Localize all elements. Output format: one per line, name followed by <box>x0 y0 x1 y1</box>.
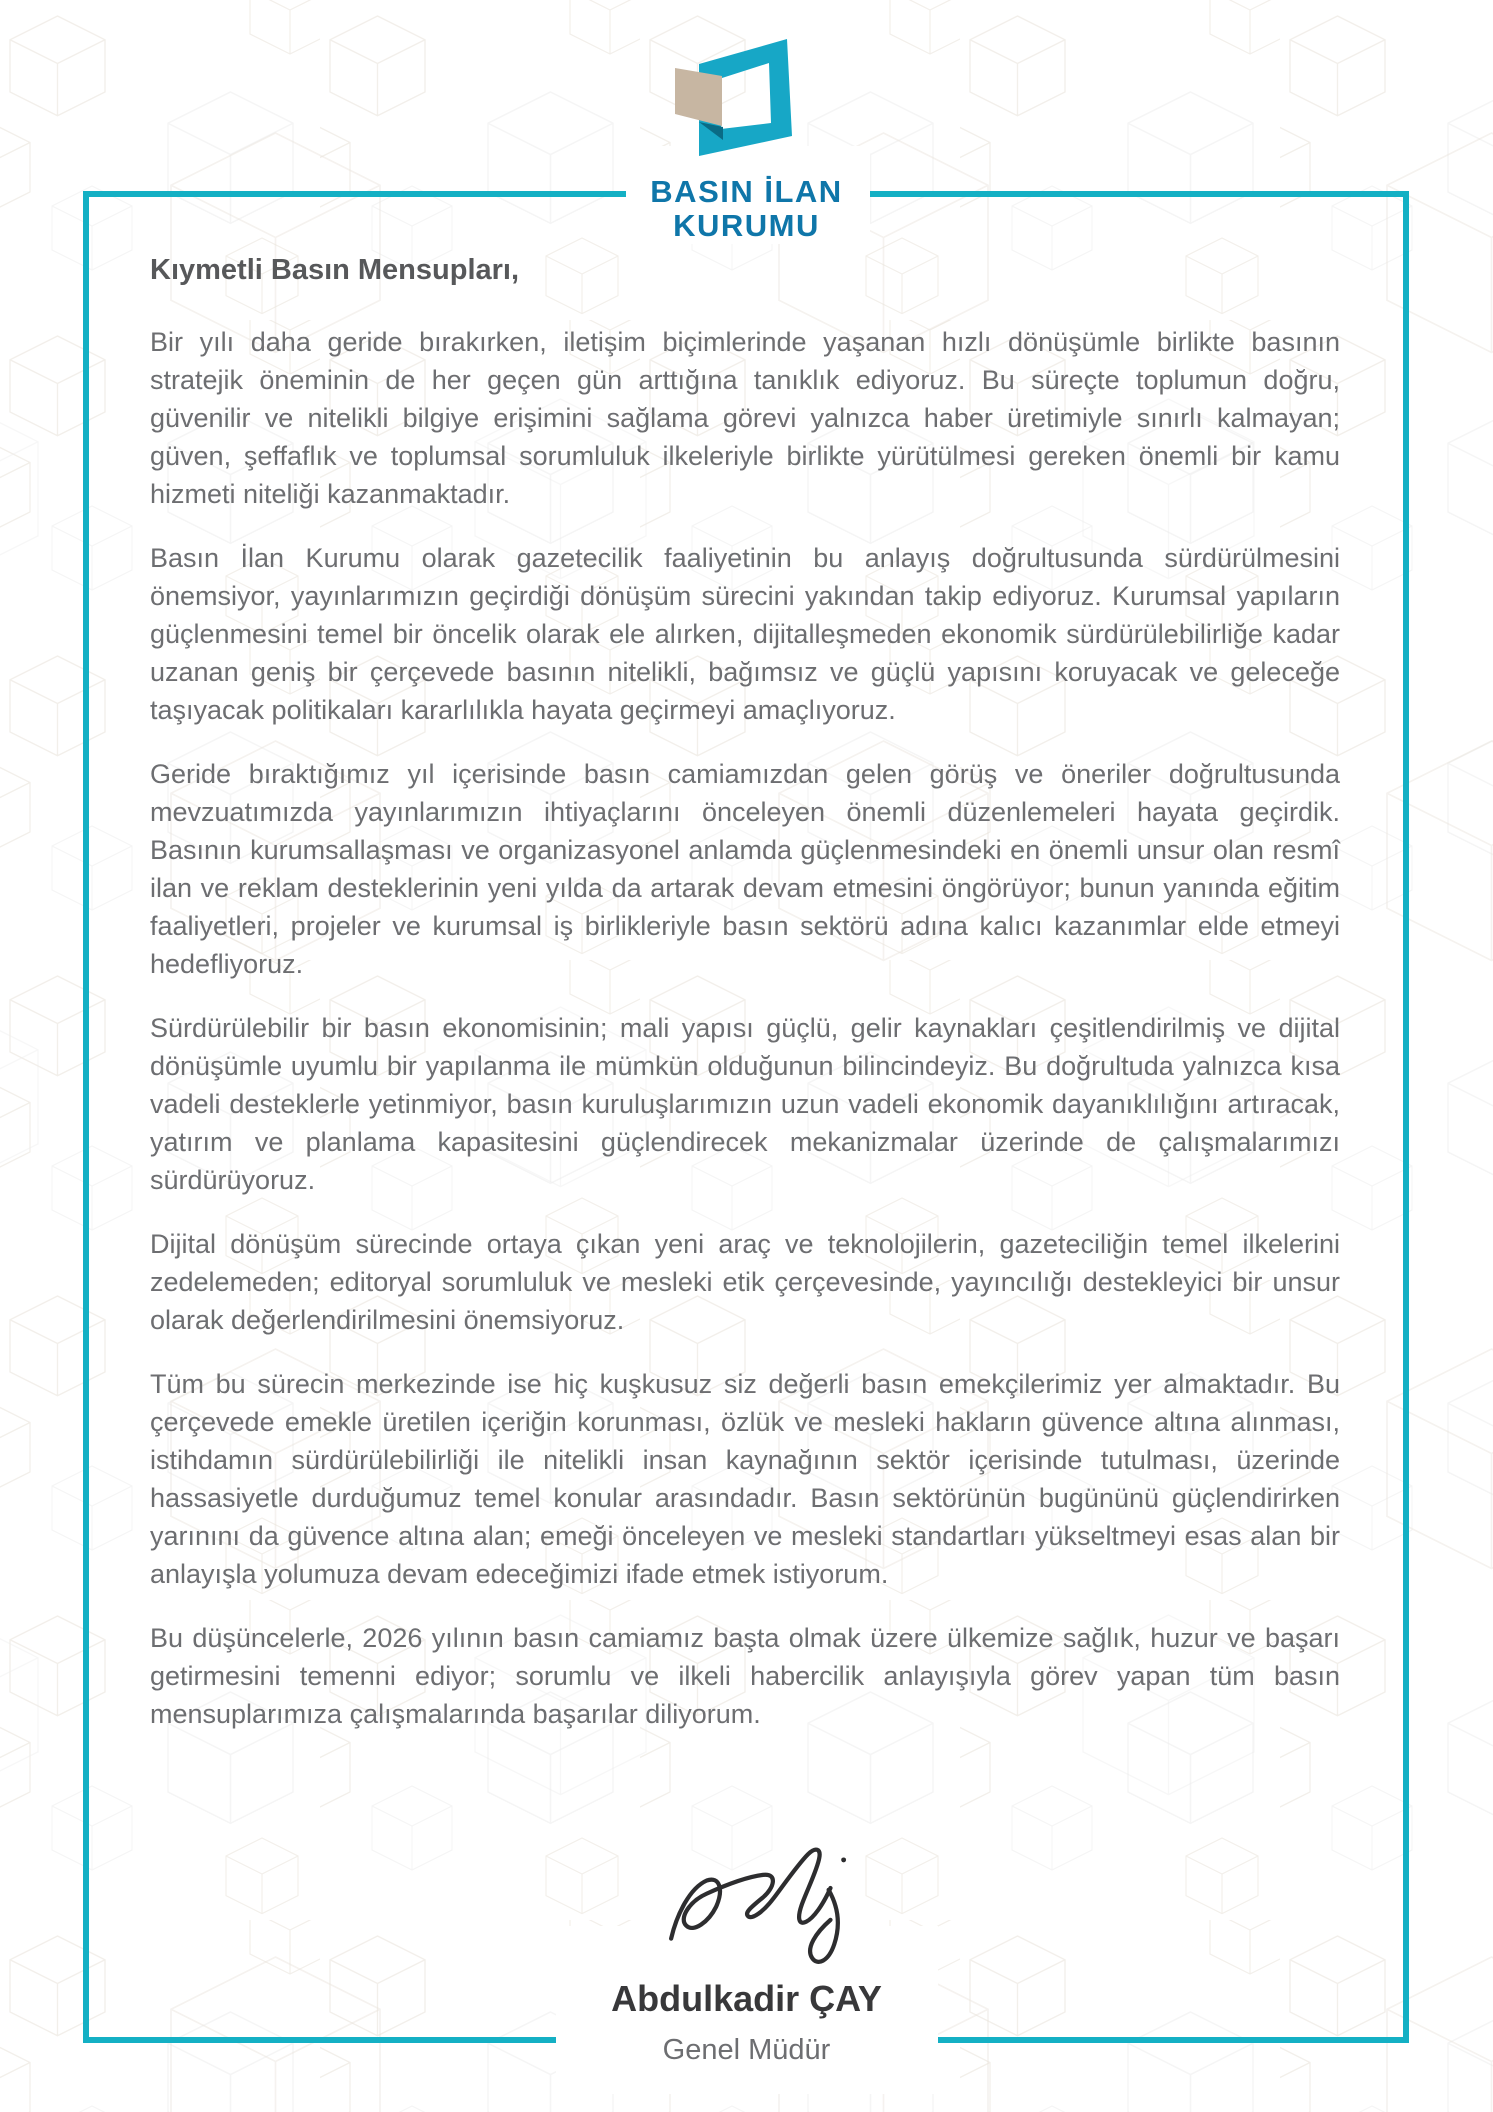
basin-ilan-kurumu-logo-icon <box>667 26 827 171</box>
logo-wordmark-line2: KURUMU <box>673 208 820 243</box>
paragraph-4: Sürdürülebilir bir basın ekonomisinin; mali yapısı güçlü, gelir kaynakları çeşitlendirilmiş ve dijital dönüşümle uyumlu bir yapılanma ile mümkün olduğunun bilincindeyiz. Bu doğrultuda yalnızca kısa vadeli desteklerle yetinmiyor, basın kuruluşlarımızın uzun vadeli ekonomik dayanıklılığını artıracak, yatırım ve planlama kapasitesini güçlendirecek mekanizmalar üzerinde de çalışmalarımızı sürdürüyoruz. <box>150 1013 1340 1195</box>
logo-wordmark <box>650 175 842 243</box>
salutation: Kıymetli Basın Mensupları, <box>150 254 520 286</box>
paragraph-2: Basın İlan Kurumu olarak gazetecilik faaliyetinin bu anlayış doğrultusunda sürdürülmesini önemsiyor, yayınlarımızın geçirdiği dönüşüm sürecini yakından takip ediyoruz. Kurumsal yapıların güçlenmesini temel bir öncelik olarak ele alırken, dijitalleşmeden ekonomik sürdürülebilirliğe kadar uzanan geniş bir çerçevede basının nitelikli, bağımsız ve güçlü yapısını koruyacak ve geleceğe taşıyacak politikaları kararlılıkla hayata geçirmeyi amaçlıyoruz. <box>150 543 1340 725</box>
logo <box>0 26 1493 243</box>
signatory-title: Genel Müdür <box>662 2034 831 2066</box>
logo-wordmark-line1: BASIN İLAN <box>650 174 843 209</box>
paragraph-7: Bu düşüncelerle, 2026 yılının basın camiamız başta olmak üzere ülkemize sağlık, huzur ve başarı getirmesini temenni ediyor; sorumlu ve ilkeli habercilik anlayışıyla görev yapan tüm basın mensuplarımıza çalışmalarında başarılar diliyorum. <box>150 1623 1340 1729</box>
paragraph-6: Tüm bu sürecin merkezinde ise hiç kuşkusuz siz değerli basın emekçilerimiz yer almaktadır. Bu çerçevede emekle üretilen içeriğin korunması, özlük ve mesleki hakların güvence altına alınması, istihdamın sürdürülebilirliği ile nitelikli insan kaynağının sektör içerisinde tutulması, üzerinde hassasiyetle durduğumuz temel konular arasındadır. Basın sektörünün bugününü güçlendirirken yarınını da güvence altına alan; emeği önceleyen ve mesleki standartları yükseltmeyi esas alan bir anlayışla yolumuza devam edeceğimizi ifade etmek istiyorum. <box>150 1369 1340 1589</box>
paragraph-3: Geride bıraktığımız yıl içerisinde basın camiamızdan gelen görüş ve öneriler doğrultusunda mevzuatımızda yayınlarımızın ihtiyaçlarını önceleyen önemli düzenlemeleri hayata geçirdik. Basının kurumsallaşması ve organizasyonel anlamda güçlenmesindeki en önemli unsur olan resmî ilan ve reklam desteklerinin yeni yılda da artarak devam etmesini öngörüyor; bunun yanında eğitim faaliyetleri, projeler ve kurumsal iş birlikleriyle basın sektörü adına kalıcı kazanımlar elde etmeyi hedefliyoruz. <box>150 759 1340 979</box>
handwritten-signature-icon <box>653 1828 888 1978</box>
paragraph-1: Bir yılı daha geride bırakırken, iletişim biçimlerinde yaşanan hızlı dönüşümle birlikte basının stratejik öneminin de her geçen gün arttığına tanıklık ediyoruz. Bu süreçte toplumun doğru, güvenilir ve nitelikli bilgiye erişimini sağlama görevi yalnızca haber üretimiyle sınırlı kalmayan; güven, şeffaflık ve toplumsal sorumluluk ilkeleriyle birlikte yürütülmesi gereken önemli bir kamu hizmeti niteliği kazanmaktadır. <box>150 327 1340 509</box>
signature-block <box>0 1828 1493 2067</box>
letter-body <box>150 254 1340 1759</box>
signatory-name: Abdulkadir ÇAY <box>611 1978 882 2019</box>
paragraph-5: Dijital dönüşüm sürecinde ortaya çıkan yeni araç ve teknolojilerin, gazeteciliğin temel ilkelerini zedelemeden; editoryal sorumluluk ve mesleki etik çerçevesinde, yayıncılığı destekleyici bir unsur olarak değerlendirilmesini önemsiyoruz. <box>150 1229 1340 1335</box>
